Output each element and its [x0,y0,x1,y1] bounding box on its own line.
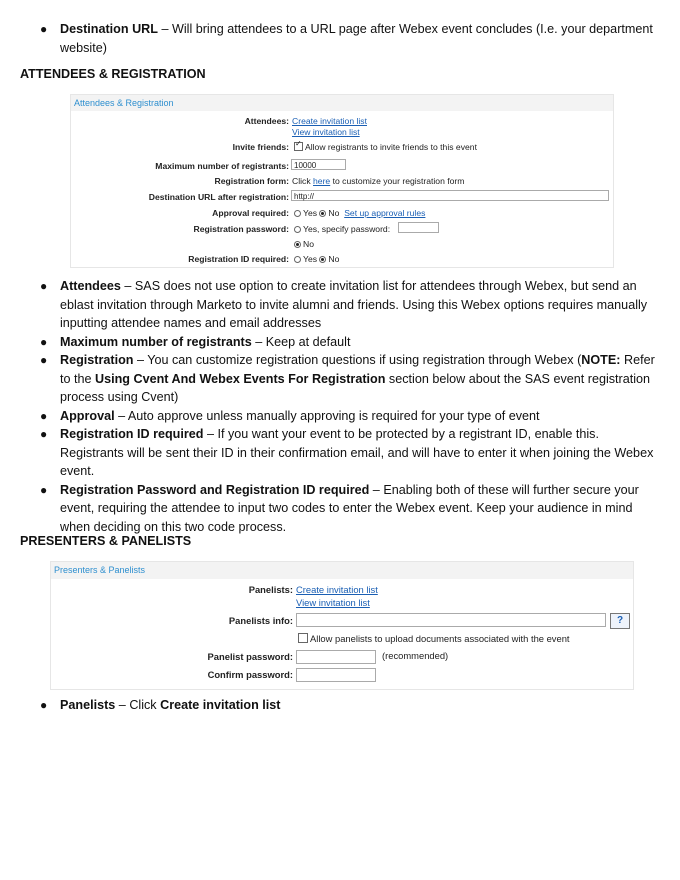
list-item [40,20,660,57]
bullet-note: NOTE: [581,353,621,367]
registration-bullet-list [40,277,660,536]
approval-required-label: Approval required: [212,208,289,218]
approval-yes-radio[interactable] [294,210,301,217]
bullet-text: – If you want your event to be protected by a registrant ID, enable this. Registrants will be sent their ID in their confirmation email, and will have to enter it when joining the Webex event. [60,427,654,478]
bullet-icon: ● [40,334,48,349]
approval-no-text: No [328,208,340,218]
max-registrants-label: Maximum number of registrants: [155,161,289,171]
list-item [40,696,660,715]
bullet-term: Approval [60,408,115,423]
help-icon[interactable]: ? [610,613,630,629]
customize-form-link[interactable]: here [313,176,331,186]
bullet-term: Registration [60,353,134,367]
registration-password-label: Registration password: [193,224,289,234]
recommended-note: (recommended) [382,650,449,661]
bullet-term: Using Cvent And Webex Events For Registration [95,371,386,386]
attendees-label: Attendees: [244,116,289,126]
bullet-term: Attendees [60,279,121,293]
bullet-term: Destination URL [60,22,158,36]
confirm-password-input[interactable] [296,668,376,682]
bullet-icon: ● [40,279,48,293]
bullet-text: – You can customize registration questions if using registration through Webex ( [133,353,582,367]
bullet-text: – Auto approve unless manually approving is required for your type of event [114,408,540,423]
panelists-create-link[interactable]: Create invitation list [296,584,378,595]
panelists-info-input[interactable] [296,613,606,627]
registration-password-input[interactable] [398,222,439,233]
view-invitation-link[interactable]: View invitation list [292,127,360,137]
confirm-password-label: Confirm password: [207,669,293,680]
list-item [40,351,660,407]
top-bullet-list [40,20,660,57]
panelist-password-label: Panelist password: [207,651,293,662]
bullet-icon: ● [40,353,48,367]
bullet-text: – Click [115,698,161,712]
list-item [40,277,660,333]
panelists-label: Panelists: [248,584,293,595]
list-item [40,333,660,352]
password-no-text: No [303,239,314,249]
panelists-settings-panel [50,561,634,690]
approval-no-radio[interactable] [319,210,326,217]
list-item [40,407,660,426]
create-invitation-link[interactable]: Create invitation list [292,116,367,126]
registration-form-label: Registration form: [214,176,289,186]
bullet-text: – SAS does not use option to create invitation list for attendees through Webex, but send an eblast invitation through Marketo to invite alumni and friends. Using this Webex options requires manually inputting attendee names and email addresses [60,279,648,330]
panel-title: Attendees & Registration [74,98,174,108]
registration-settings-panel [70,94,614,268]
bullet-icon: ● [40,427,48,441]
bullet-text: Refer to the [60,353,655,386]
panel-title-bar [51,562,633,579]
panelists-view-link[interactable]: View invitation list [296,597,370,608]
password-yes-radio[interactable] [294,226,301,233]
panel-title: Presenters & Panelists [54,565,146,575]
invite-friends-text: Allow registrants to invite friends to this event [305,142,477,152]
bullet-text: – Keep at default [251,334,351,349]
destination-url-input[interactable]: http:// [291,190,609,201]
id-no-radio[interactable] [319,256,326,263]
invite-friends-checkbox[interactable] [294,142,303,151]
bullet-icon: ● [40,698,48,712]
bullet-text: section below about the SAS event registration process using Cvent) [60,371,651,404]
bullet-term: Maximum number of registrants [60,334,252,349]
bullet-term: Create invitation list [160,698,281,712]
invite-friends-label: Invite friends: [232,142,289,152]
id-yes-text: Yes [303,254,318,264]
panel-title-bar [71,95,613,111]
bullet-term: Registration ID required [60,427,204,441]
password-no-radio[interactable] [294,241,301,248]
approval-yes-text: Yes [303,208,318,218]
bullet-term: Registration Password and Registration ID required [60,482,370,497]
form-text-post: to customize your registration form [330,176,465,186]
registration-id-label: Registration ID required: [188,254,289,264]
id-yes-radio[interactable] [294,256,301,263]
form-text-pre: Click [292,176,314,186]
destination-url-label: Destination URL after registration: [148,192,289,202]
panelist-password-input[interactable] [296,650,376,664]
max-registrants-input[interactable]: 10000 [291,159,346,170]
bullet-icon: ● [40,482,48,497]
section-heading-presenters: PRESENTERS & PANELISTS [20,534,192,548]
upload-documents-text: Allow panelists to upload documents associated with the event [310,633,570,644]
bullet-term: Panelists [60,698,116,712]
upload-documents-checkbox[interactable] [298,633,308,643]
section-heading-attendees: ATTENDEES & REGISTRATION [20,67,206,81]
id-no-text: No [328,254,340,264]
bullet-text: – Enabling both of these will further secure your event, requiring the attendee to input two codes to enter the Webex event. Keep your audience in mind when deciding on this two code process. [60,482,639,534]
bullet-icon: ● [40,22,48,36]
list-item [40,481,660,537]
approval-rules-link[interactable]: Set up approval rules [344,208,426,218]
bullet-text: – Will bring attendees to a URL page after Webex event concludes (I.e. your department website) [60,22,653,55]
panelists-info-label: Panelists info: [228,615,293,626]
password-yes-text: Yes, specify password: [303,224,391,234]
list-item [40,425,660,481]
panelists-bullet-list [40,696,660,715]
bullet-icon: ● [40,408,48,423]
